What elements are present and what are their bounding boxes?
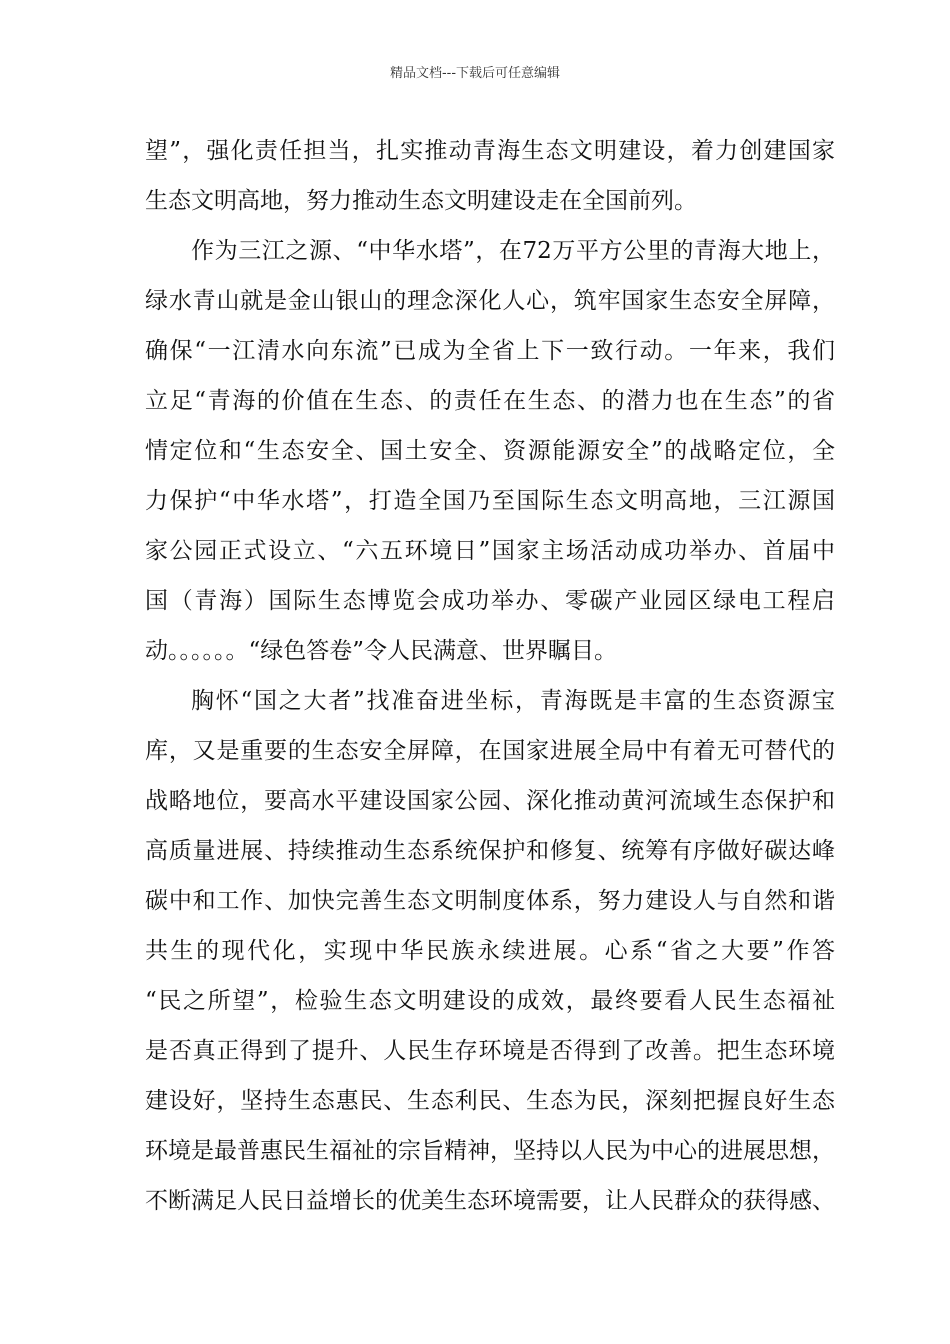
- text-line: 望”，强化责任担当，扎实推动青海生态文明建设，着力创建国家: [145, 138, 835, 164]
- paragraph-3: [145, 676, 835, 1226]
- text-line: 家公园正式设立、“六五环境日”国家主场活动成功举办、首届中: [145, 538, 835, 564]
- text-line: 胸怀“国之大者”找准奋进坐标，青海既是丰富的生态资源宝: [191, 688, 835, 714]
- text-line: 动。。。。。。“绿色答卷”令人民满意、世界瞩目。: [145, 638, 618, 664]
- text-line: 战略地位，要高水平建设国家公园、深化推动黄河流域生态保护和: [145, 788, 835, 814]
- paragraph-1: [145, 126, 835, 226]
- text-line: 环境是最普惠民生福祉的宗旨精神，坚持以人民为中心的进展思想，: [145, 1138, 835, 1164]
- text-line: 作为三江之源、“中华水塔”，在72万平方公里的青海大地上，: [191, 238, 835, 264]
- page-header: 精品文档---下载后可任意编辑: [389, 66, 561, 81]
- text-line: 是否真正得到了提升、人民生存环境是否得到了改善。把生态环境: [145, 1038, 835, 1064]
- text-line: 不断满足人民日益增长的优美生态环境需要，让人民群众的获得感、: [145, 1188, 835, 1214]
- text-line: 碳中和工作、加快完善生态文明制度体系，努力建设人与自然和谐: [145, 888, 835, 914]
- text-line: 力保护“中华水塔”，打造全国乃至国际生态文明高地，三江源国: [145, 488, 835, 514]
- text-line: 库，又是重要的生态安全屏障，在国家进展全局中有着无可替代的: [145, 738, 835, 764]
- text-line: 立足“青海的价值在生态、的责任在生态、的潜力也在生态”的省: [145, 388, 835, 414]
- paragraph-2: [145, 226, 835, 676]
- text-line: 高质量进展、持续推动生态系统保护和修复、统筹有序做好碳达峰: [145, 838, 835, 864]
- text-line: 共生的现代化，实现中华民族永续进展。心系“省之大要”作答: [145, 938, 835, 964]
- text-line: 国（青海）国际生态博览会成功举办、零碳产业园区绿电工程启: [145, 588, 835, 614]
- document-body: [145, 126, 835, 1226]
- text-line: 确保“一江清水向东流”已成为全省上下一致行动。一年来，我们: [145, 338, 835, 364]
- text-line: 建设好，坚持生态惠民、生态利民、生态为民，深刻把握良好生态: [145, 1088, 835, 1114]
- text-line: 生态文明高地，努力推动生态文明建设走在全国前列。: [145, 188, 697, 214]
- text-line: 绿水青山就是金山银山的理念深化人心，筑牢国家生态安全屏障，: [145, 288, 835, 314]
- text-line: “民之所望”，检验生态文明建设的成效，最终要看人民生态福祉: [145, 988, 835, 1014]
- text-line: 情定位和“生态安全、国土安全、资源能源安全”的战略定位，全: [145, 438, 835, 464]
